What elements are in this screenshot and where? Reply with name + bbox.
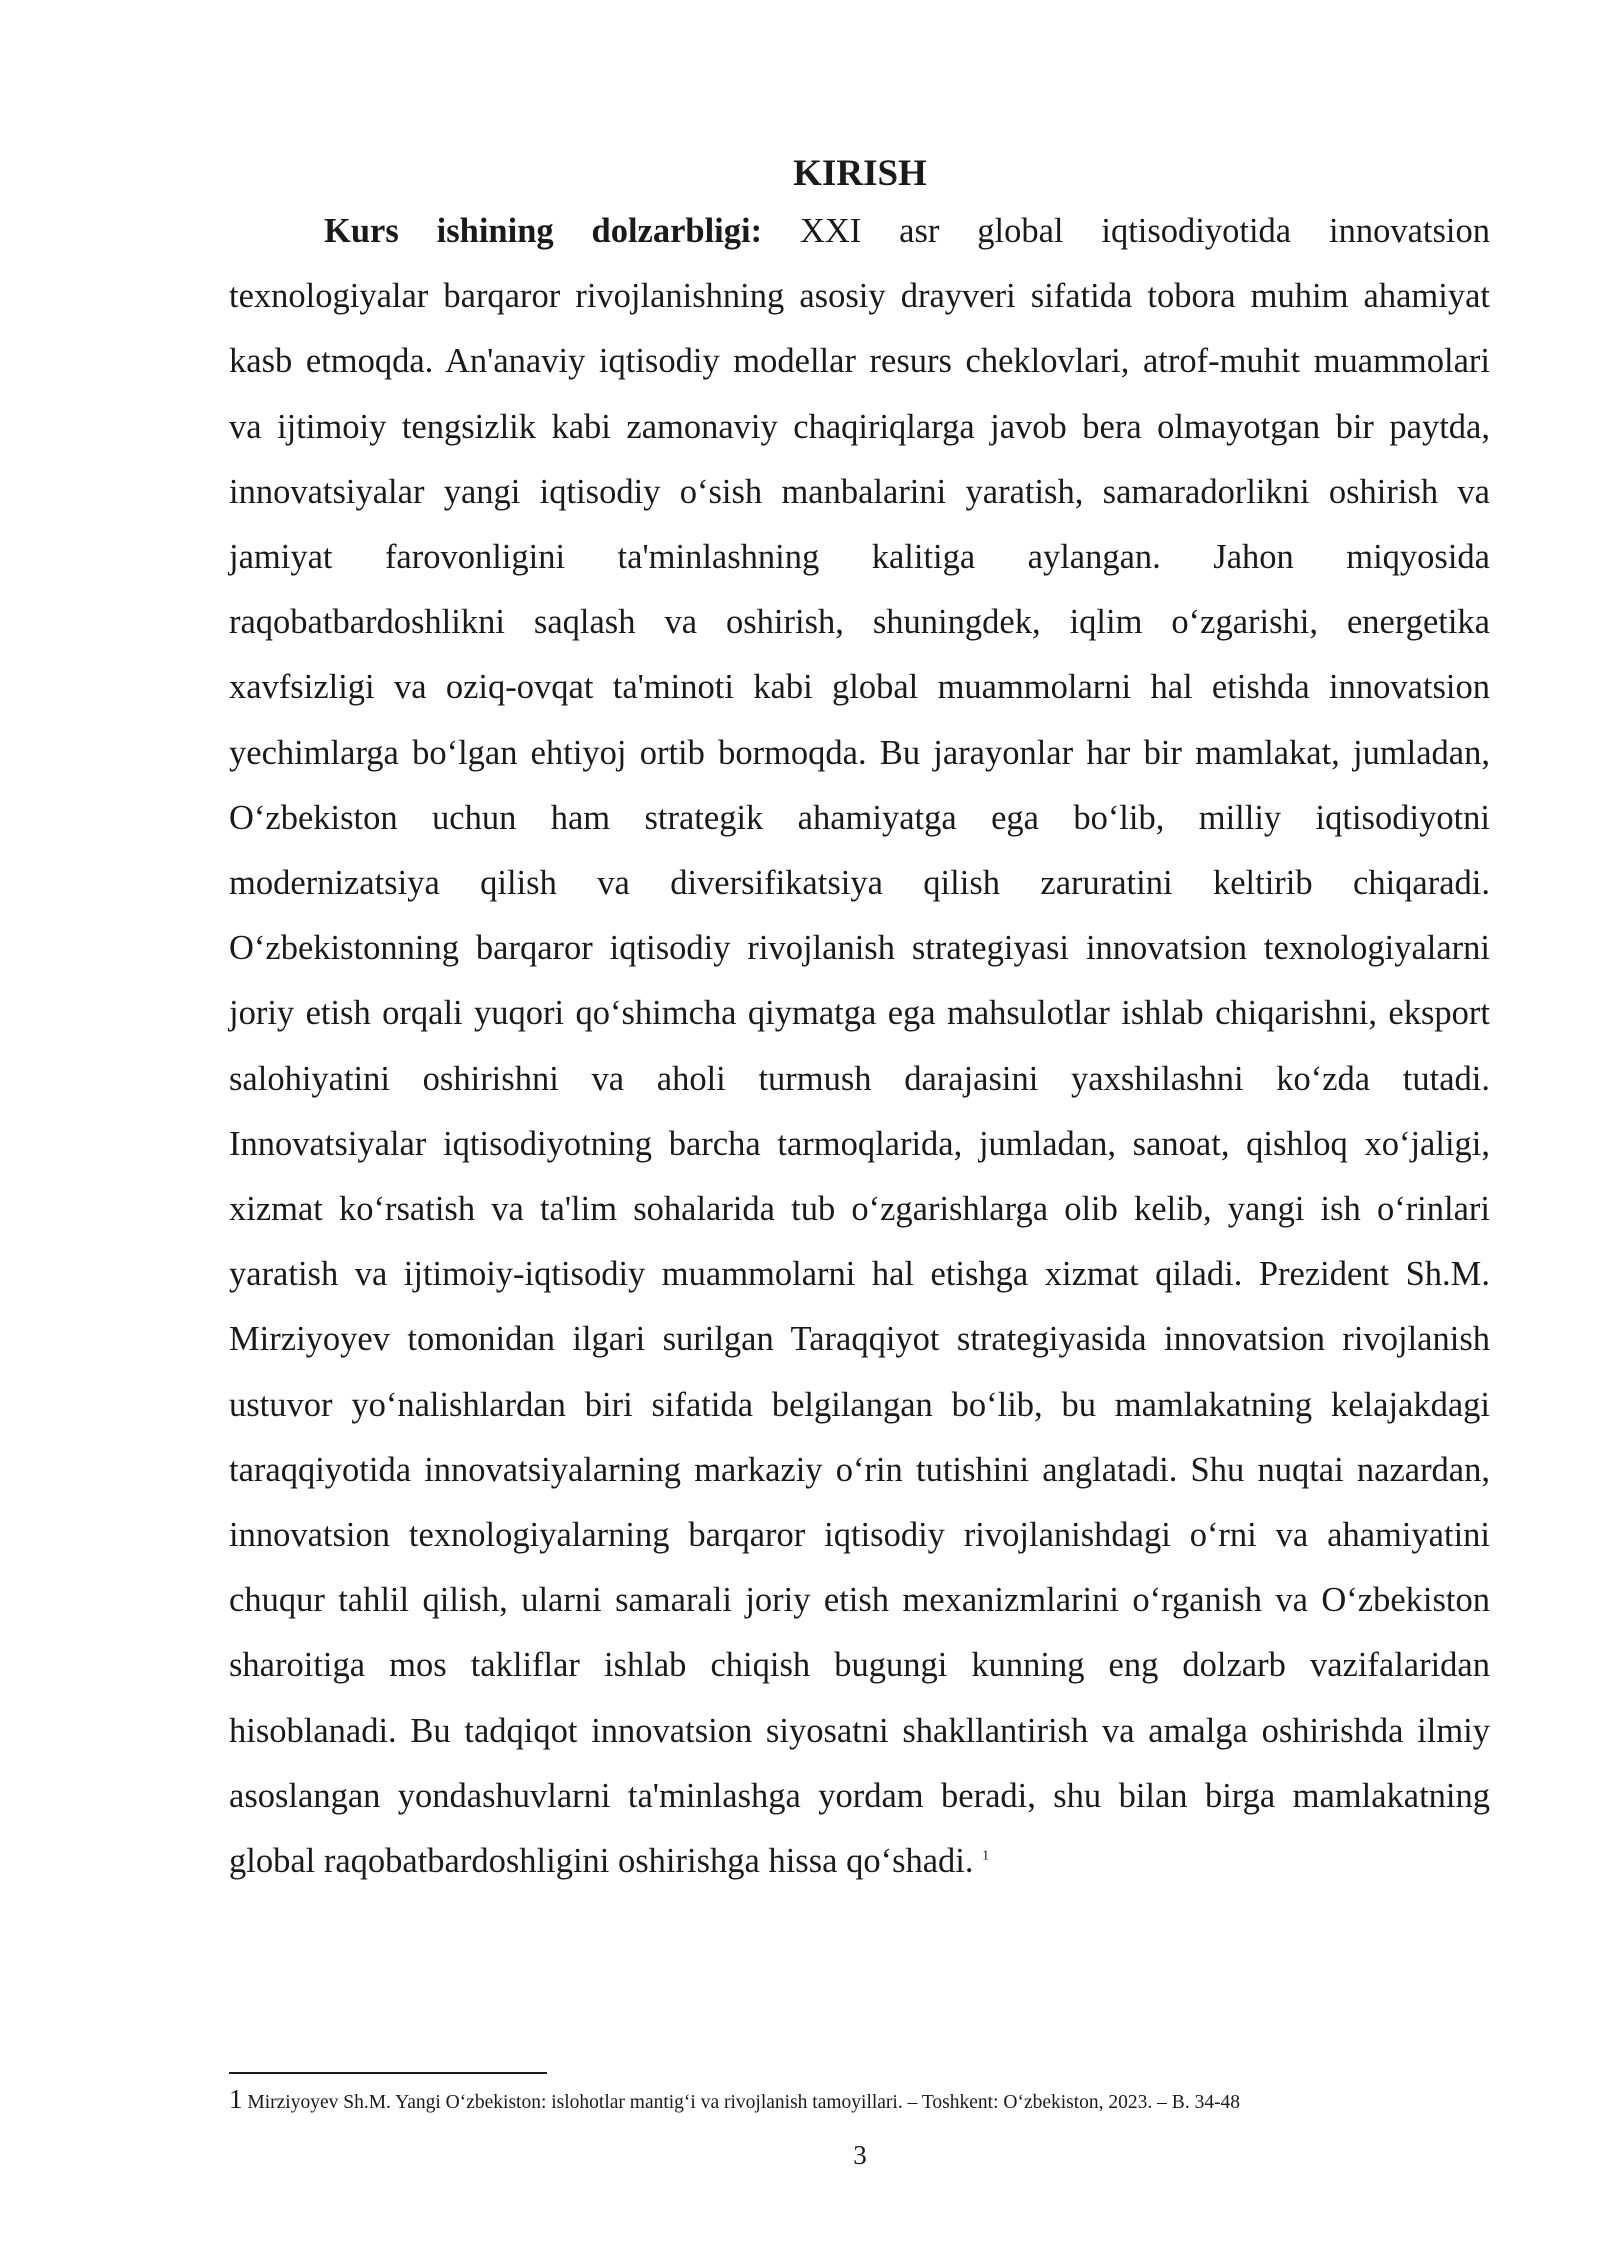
footnote-number: 1 [229, 2084, 243, 2114]
footnote-text: Mirziyoyev Sh.M. Yangi Oʻzbekiston: islohotlar mantigʻi va rivojlanish tamoyillari. – Toshkent: Oʻzbekiston, 2023. – B. 34-48 [242, 2092, 1241, 2113]
footnote-separator [229, 2072, 547, 2074]
footnote [229, 2084, 1490, 2118]
section-heading: KIRISH [793, 153, 927, 194]
introduction-paragraph [229, 199, 1490, 1894]
page-number: 3 [853, 2140, 867, 2170]
footnote-reference[interactable]: 1 [982, 1848, 990, 1864]
paragraph-body: XXI asr global iqtisodiyotida innovatsion texnologiyalar barqaror rivojlanishning asosiy drayveri sifatida tobora muhim ahamiyat kasb etmoqda. An'anaviy iqtisodiy modellar resurs cheklovlari, atrof-muhit muammolari va ijtimoiy tengsizlik kabi zamonaviy chaqiriqlarga javob bera olmayotgan bir paytda, innovatsiyalar yangi iqtisodiy oʻsish manbalarini yaratish, samaradorlikni oshirish va jamiyat farovonligini ta'minlashning kalitiga aylangan. Jahon miqyosida raqobatbardoshlikni saqlash va oshirish, shuningdek, iqlim oʻzgarishi, energetika xavfsizligi va oziq-ovqat ta'minoti kabi global muammolarni hal etishda innovatsion yechimlarga boʻlgan ehtiyoj ortib bormoqda. Bu jarayonlar har bir mamlakat, jumladan, Oʻzbekiston uchun ham strategik ahamiyatga ega boʻlib, milliy iqtisodiyotni modernizatsiya qilish va diversifikatsiya qilish zaruratini keltirib chiqaradi. Oʻzbekistonning barqaror iqtisodiy rivojlanish strategiyasi innovatsion texnologiyalarni joriy etish orqali yuqori qoʻshimcha qiymatga ega mahsulotlar ishlab chiqarishni, eksport salohiyatini oshirishni va aholi turmush darajasini yaxshilashni koʻzda tutadi. Innovatsiyalar iqtisodiyotning barcha tarmoqlarida, jumladan, sanoat, qishloq xoʻjaligi, xizmat koʻrsatish va ta'lim sohalarida tub oʻzgarishlarga olib kelib, yangi ish oʻrinlari yaratish va ijtimoiy-iqtisodiy muammolarni hal etishga xizmat qiladi. Prezident Sh.M. Mirziyoyev tomonidan ilgari surilgan Taraqqiyot strategiyasida innovatsion rivojlanish ustuvor yoʻnalishlardan biri sifatida belgilangan boʻlib, bu mamlakatning kelajakdagi taraqqiyotida innovatsiyalarning markaziy oʻrin tutishini anglatadi. Shu nuqtai nazardan, innovatsion texnologiyalarning barqaror iqtisodiy rivojlanishdagi oʻrni va ahamiyatini chuqur tahlil qilish, ularni samarali joriy etish mexanizmlarini oʻrganish va Oʻzbekiston sharoitiga mos takliflar ishlab chiqish bugungi kunning eng dolzarb vazifalaridan hisoblanadi. Bu tadqiqot innovatsion siyosatni shakllantirish va amalga oshirishda ilmiy asoslangan yondashuvlarni ta'minlashga yordam beradi, shu bilan birga mamlakatning global raqobatbardoshligini oshirishga hissa qoʻshadi. [229, 212, 1490, 1881]
paragraph-lead: Kurs ishining dolzarbligi: [324, 212, 763, 250]
